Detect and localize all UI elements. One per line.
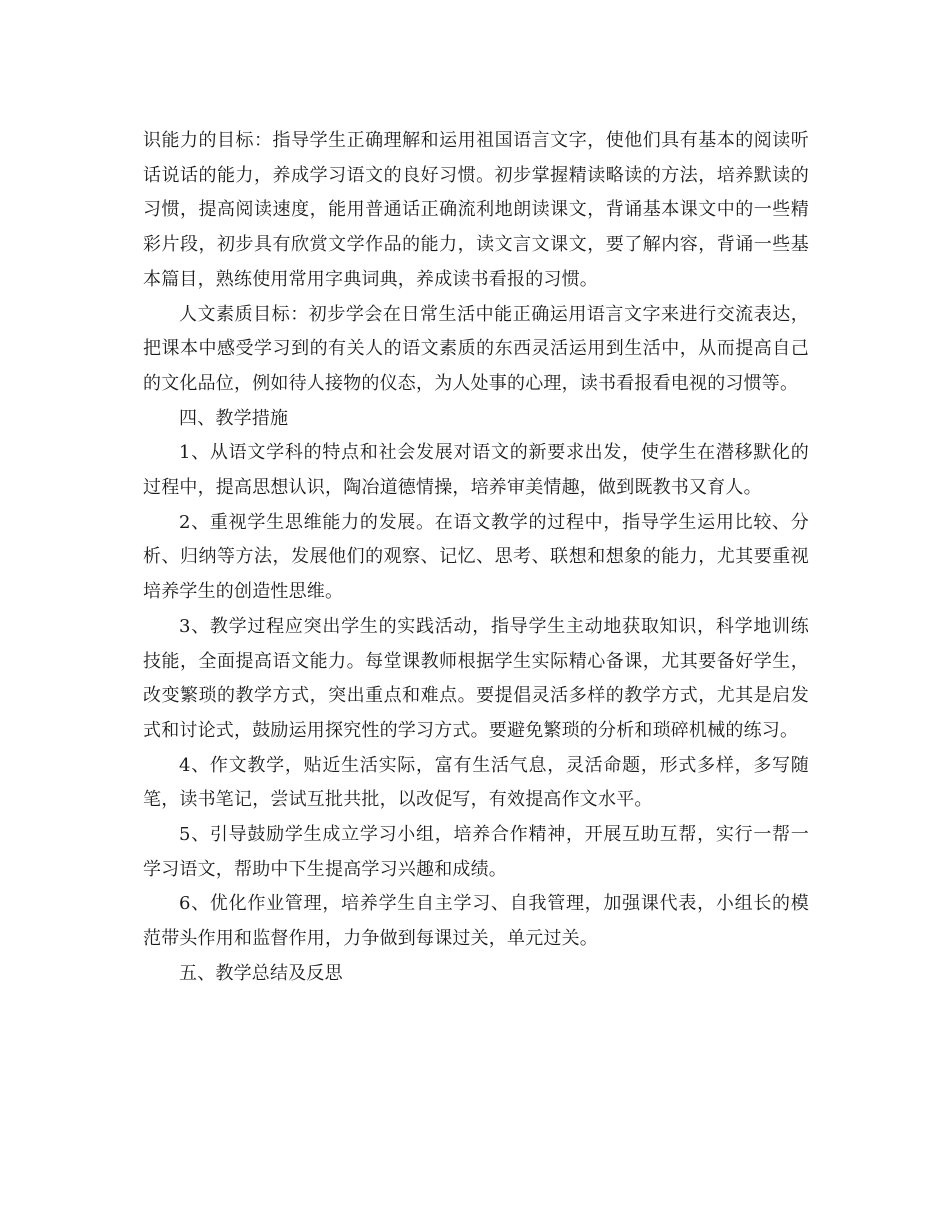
- paragraph-measure-1: 1、从语文学科的特点和社会发展对语文的新要求出发，使学生在潜移默化的过程中，提高思想认识，陶冶道德情操，培养审美情趣，做到既教书又育人。: [143, 442, 809, 499]
- paragraph-literacy-goal: 识能力的目标：指导学生正确理解和运用祖国语言文字，使他们具有基本的阅读听话说话的能力，养成学习语文的良好习惯。初步掌握精读略读的方法，培养默读的习惯，提高阅读速度，能用普通话正确流利地朗读课文，背诵基本课文中的一些精彩片段，初步具有欣赏文学作品的能力，读文言文课文，要了解内容，背诵一些基本篇目，熟练使用常用字典词典，养成读书看报的习惯。: [143, 130, 809, 290]
- paragraph-measure-3: 3、教学过程应突出学生的实践活动，指导学生主动地获取知识，科学地训练技能，全面提高语文能力。每堂课教师根据学生实际精心备课，尤其要备好学生，改变繁琐的教学方式，突出重点和难点。要提倡灵活多样的教学方式，尤其是启发式和讨论式，鼓励运用探究性的学习方式。要避免繁琐的分析和琐碎机械的练习。: [143, 615, 809, 741]
- section-heading-teaching-measures: 四、教学措施: [179, 407, 289, 429]
- paragraph-measure-4: 4、作文教学，贴近生活实际，富有生活气息，灵活命题，形式多样，多写随笔，读书笔记，尝试互批共批，以改促写，有效提高作文水平。: [143, 754, 809, 811]
- paragraph-measure-5: 5、引导鼓励学生成立学习小组，培养合作精神，开展互助互帮，实行一帮一学习语文，帮助中下生提高学习兴趣和成绩。: [143, 824, 809, 880]
- document-body: [143, 124, 809, 992]
- paragraph-measure-2: 2、重视学生思维能力的发展。在语文教学的过程中，指导学生运用比较、分析、归纳等方法，发展他们的观察、记忆、思考、联想和想象的能力，尤其要重视培养学生的创造性思维。: [143, 511, 809, 603]
- paragraph-measure-6: 6、优化作业管理，培养学生自主学习、自我管理，加强课代表，小组长的模范带头作用和监督作用，力争做到每课过关，单元过关。: [143, 893, 809, 950]
- paragraph-humanities-goal: 人文素质目标：初步学会在日常生活中能正确运用语言文字来进行交流表达，把课本中感受学习到的有关人的语文素质的东西灵活运用到生活中，从而提高自己的文化品位，例如待人接物的仪态，为人处事的心理，读书看报看电视的习惯等。: [143, 303, 809, 394]
- section-heading-summary-reflection: 五、教学总结及反思: [179, 962, 343, 984]
